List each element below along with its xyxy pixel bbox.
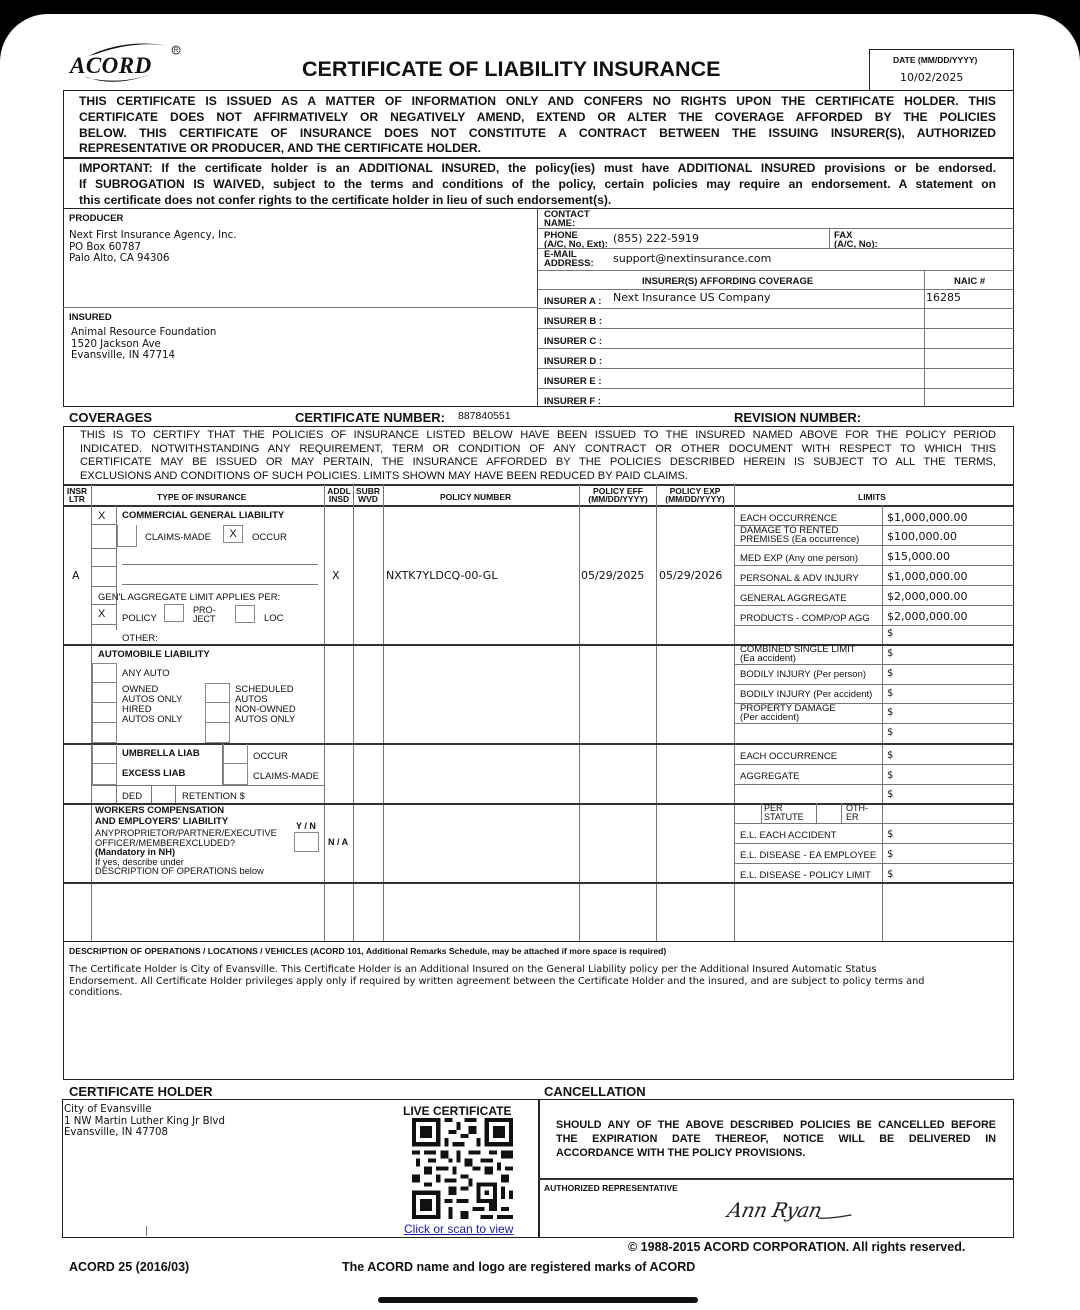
signature: Ann Ryan <box>725 1198 824 1222</box>
non-owned-autos-label: NON-OWNED AUTOS ONLY <box>235 704 296 725</box>
umbrella-limit-label: EACH OCCURRENCE <box>740 751 838 762</box>
naic-header: NAIC # <box>954 276 986 287</box>
loc-label: LOC <box>264 613 284 624</box>
important-line: this certificate does not confer rights to the certificate holder in lieu of such endorsement(s). <box>79 192 612 207</box>
workers-limit-label: E.L. DISEASE - EA EMPLOYEE <box>740 850 877 861</box>
disclaimer-line: BELOW. THIS CERTIFICATE OF INSURANCE DOES NOT CONSTITUTE A CONTRACT BETWEEN THE ISSUING INSURER(S), AUTHORIZED <box>79 125 996 140</box>
gl-limit-label: MED EXP (Any one person) <box>740 553 859 564</box>
description-text <box>69 964 1009 999</box>
coverages-label: COVERAGES <box>69 410 153 425</box>
any-auto-checkbox[interactable] <box>92 663 117 683</box>
umbrella-checkbox[interactable] <box>92 744 117 764</box>
scheduled-autos-label: SCHEDULED AUTOS <box>235 684 294 705</box>
phone-label: PHONE (A/C, No, Ext): <box>544 230 608 250</box>
col-type: TYPE OF INSURANCE <box>157 492 247 502</box>
policy-label: POLICY <box>122 613 157 624</box>
policy-check-mark[interactable]: X <box>98 608 106 620</box>
disclaimer-line: REPRESENTATIVE OR PRODUCER, AND THE CERTIFICATE HOLDER. <box>79 141 482 156</box>
important-line: IMPORTANT: If the certificate holder is an ADDITIONAL INSURED, the policy(ies) must have ADDITIONAL INSURED provisions or be endorsed. <box>79 161 996 175</box>
insured-line: 1520 Jackson Ave <box>71 338 161 350</box>
auto-limit-value: $ <box>887 648 894 659</box>
gl-policy-eff: 05/29/2025 <box>581 569 645 582</box>
date-value: 10/02/2025 <box>900 71 964 84</box>
ded-label: DED <box>122 791 143 802</box>
date-label: DATE (MM/DD/YYYY) <box>893 55 978 65</box>
auto-limit-label: PROPERTY DAMAGE (Per accident) <box>740 703 836 723</box>
phone-value: (855) 222-5919 <box>613 232 700 245</box>
certificate-holder-address <box>64 1104 225 1139</box>
occur-check-mark: X <box>229 528 237 540</box>
cancellation-line: ACCORDANCE WITH THE POLICY PROVISIONS. <box>556 1147 806 1159</box>
page-title: CERTIFICATE OF LIABILITY INSURANCE <box>302 57 721 81</box>
certify-line: EXCLUSIONS AND CONDITIONS OF SUCH POLICIES. LIMITS SHOWN MAY HAVE BEEN REDUCED BY PAID CLAIMS. <box>80 469 689 482</box>
certify-line: THIS IS TO CERTIFY THAT THE POLICIES OF INSURANCE LISTED BELOW HAVE BEEN ISSUED TO THE INSURED NAMED ABOVE FOR THE POLICY PERIOD <box>80 429 996 441</box>
auto-title: AUTOMOBILE LIABILITY <box>98 649 210 660</box>
non-owned-autos-checkbox[interactable] <box>205 703 230 723</box>
insurer-a-naic: 16285 <box>926 291 961 304</box>
yn-label: Y / N <box>296 821 316 831</box>
email-label: E-MAIL ADDRESS: <box>544 249 594 269</box>
gl-addl-insd: X <box>332 569 340 582</box>
certify-line: CERTIFICATE MAY BE ISSUED OR MAY PERTAIN, THE INSURANCE AFFORDED BY THE POLICIES DESCRIBED HEREIN IS SUBJECT TO ALL THE TERMS, <box>80 456 996 469</box>
auto-limit-value: $ <box>887 707 894 718</box>
gl-limit-label: EACH OCCURRENCE <box>740 513 838 524</box>
certificate-holder-label: CERTIFICATE HOLDER <box>69 1084 213 1099</box>
insurer-c-label: INSURER C : <box>544 336 603 347</box>
producer-label: PRODUCER <box>69 213 124 224</box>
fax-label: FAX (A/C, No): <box>834 230 878 250</box>
form-id: ACORD 25 (2016/03) <box>69 1260 190 1274</box>
gl-limit-label: PRODUCTS - COMP/OP AGG <box>740 613 870 624</box>
auto-extra-checkbox-2[interactable] <box>205 723 230 743</box>
excess-label: EXCESS LIAB <box>122 768 186 779</box>
workers-limit-label: E.L. DISEASE - POLICY LIMIT <box>740 870 871 881</box>
gl-limit-value: $2,000,000.00 <box>887 590 968 603</box>
umbrella-occur-checkbox[interactable] <box>223 744 248 764</box>
col-addl-insd: ADDL INSD <box>327 486 351 504</box>
important-line: If SUBROGATION IS WAIVED, subject to the terms and conditions of the policy, certain policies may require an endorsement. A statement on <box>79 176 996 191</box>
col-policy-eff: POLICY EFF (MM/DD/YYYY) <box>588 486 648 504</box>
insurer-f-label: INSURER F : <box>544 396 601 407</box>
claims-made-checkbox[interactable] <box>117 525 137 547</box>
description-line: Endorsement. All Certificate Holder privileges apply only if required by written agreement between the Certificate Holder and the insured, and are subject to policy terms and <box>69 975 925 987</box>
workers-limit-value: $ <box>887 829 894 840</box>
insurer-a-label: INSURER A : <box>544 296 602 307</box>
home-indicator[interactable] <box>378 1297 698 1303</box>
umbrella-limit-label: AGGREGATE <box>740 771 800 782</box>
workers-limit-label: E.L. EACH ACCIDENT <box>740 830 837 841</box>
insurer-d-label: INSURER D : <box>544 356 603 367</box>
insured-address <box>71 327 216 362</box>
important-text <box>79 161 996 208</box>
per-statute-label: PER STATUTE <box>764 803 804 822</box>
umbrella-limit-value: $ <box>887 750 894 761</box>
producer-line: Next First Insurance Agency, Inc. <box>69 230 237 241</box>
auto-limit-label: BODILY INJURY (Per person) <box>740 669 867 680</box>
revision-number-label: REVISION NUMBER: <box>734 410 862 425</box>
gl-insr-ltr: A <box>72 569 80 582</box>
copyright: © 1988-2015 ACORD CORPORATION. All rights reserved. <box>628 1240 966 1254</box>
any-auto-label: ANY AUTO <box>122 668 170 679</box>
occur-checkbox[interactable] <box>223 525 243 543</box>
disclaimer-line: THIS CERTIFICATE IS ISSUED AS A MATTER OF INFORMATION ONLY AND CONFERS NO RIGHTS UPON THE CERTIFICATE HOLDER. THIS <box>79 94 996 108</box>
occur-label: OCCUR <box>252 532 287 543</box>
hired-autos-checkbox[interactable] <box>92 703 117 723</box>
workers-limit-value: $ <box>887 869 894 880</box>
qr-code-icon[interactable] <box>412 1118 513 1219</box>
gl-title: COMMERCIAL GENERAL LIABILITY <box>122 510 285 521</box>
gl-limit-value: $100,000.00 <box>887 530 957 543</box>
trademark-notice: The ACORD name and logo are registered marks of ACORD <box>342 1260 696 1274</box>
workers-title: WORKERS COMPENSATION AND EMPLOYERS' LIABILITY <box>95 805 229 827</box>
acord-logo <box>66 40 186 90</box>
workers-question: ANYPROPRIETOR/PARTNER/EXECUTIVE OFFICER/MEMBEREXCLUDED? (Mandatory in NH) If yes, describe under DESCRIPTION OF OPERATIONS below <box>95 828 277 876</box>
certificate-number-label: CERTIFICATE NUMBER: <box>295 410 445 425</box>
date-box <box>869 49 1014 91</box>
qr-code-graphic <box>412 1118 513 1219</box>
certificate-number: 887840551 <box>458 410 511 422</box>
aggregate-applies-label: GEN'L AGGREGATE LIMIT APPLIES PER: <box>98 592 281 603</box>
col-policy-exp: POLICY EXP (MM/DD/YYYY) <box>665 486 725 504</box>
other-statute-label: OTH- ER <box>846 803 868 822</box>
insurer-a-name: Next Insurance US Company <box>613 291 771 304</box>
auto-limit-label: COMBINED SINGLE LIMIT (Ea accident) <box>740 644 856 664</box>
acord-logo-text: ACORD <box>70 53 152 78</box>
authorized-rep-label: AUTHORIZED REPRESENTATIVE <box>544 1183 678 1193</box>
insured-label: INSURED <box>69 312 112 323</box>
producer-line: PO Box 60787 <box>69 241 141 253</box>
umbrella-limit-value: $ <box>887 789 894 800</box>
holder-line: City of Evansville <box>64 1104 152 1115</box>
cancellation-line: THE EXPIRATION DATE THEREOF, NOTICE WILL BE DELIVERED IN <box>556 1133 996 1145</box>
auto-extra-checkbox[interactable] <box>92 723 117 743</box>
disclaimer-line: CERTIFICATE DOES NOT AFFIRMATIVELY OR NEGATIVELY AMEND, EXTEND OR ALTER THE COVERAGE AFFORDED BY THE POLICIES <box>79 109 996 124</box>
hired-autos-label: HIRED AUTOS ONLY <box>122 704 183 725</box>
holder-line: 1 NW Martin Luther King Jr Blvd <box>64 1115 225 1127</box>
signature-flourish-icon <box>818 1208 852 1216</box>
email-value: support@nextinsurance.com <box>613 252 772 265</box>
scheduled-autos-checkbox[interactable] <box>205 683 230 703</box>
cancellation-label: CANCELLATION <box>544 1084 646 1099</box>
auto-limit-value: $ <box>887 688 894 699</box>
owned-autos-label: OWNED AUTOS ONLY <box>122 684 183 705</box>
claims-made-label: CLAIMS-MADE <box>145 532 211 543</box>
gl-limit-label: PERSONAL & ADV INJURY <box>740 573 859 584</box>
insured-line: Animal Resource Foundation <box>71 327 217 338</box>
umbrella-claims-made-label: CLAIMS-MADE <box>253 771 319 782</box>
svg-text:R: R <box>173 48 179 54</box>
gl-limit-label: DAMAGE TO RENTED PREMISES (Ea occurrence) <box>740 525 860 545</box>
cancellation-line: SHOULD ANY OF THE ABOVE DESCRIBED POLICIES BE CANCELLED BEFORE <box>556 1119 996 1131</box>
contact-name-label: CONTACT NAME: <box>544 209 590 229</box>
owned-autos-checkbox[interactable] <box>92 683 117 703</box>
auto-limit-value: $ <box>887 668 894 679</box>
excess-checkbox[interactable] <box>92 764 117 785</box>
auto-limit-label: BODILY INJURY (Per accident) <box>740 689 873 700</box>
disclaimer-box <box>63 90 1014 159</box>
loc-checkbox[interactable] <box>235 605 255 623</box>
umbrella-label: UMBRELLA LIAB <box>122 748 200 759</box>
col-subr-wvd: SUBR WVD <box>355 486 381 504</box>
cancellation-text <box>556 1118 996 1160</box>
holder-line: Evansville, IN 47708 <box>64 1127 169 1138</box>
description-line: conditions. <box>69 987 123 998</box>
live-certificate-link[interactable]: Click or scan to view <box>404 1222 514 1236</box>
umbrella-limit-value: $ <box>887 770 894 781</box>
producer-line: Palo Alto, CA 94306 <box>69 253 170 264</box>
gl-policy-number: NXTK7YLDCQ-00-GL <box>386 569 498 582</box>
umbrella-occur-label: OCCUR <box>253 751 288 762</box>
gl-limit-label: GENERAL AGGREGATE <box>740 593 847 604</box>
gl-checked-mark: X <box>98 510 106 522</box>
gl-policy-exp: 05/29/2026 <box>659 569 723 582</box>
certify-text <box>80 429 996 483</box>
gl-limit-value: $2,000,000.00 <box>887 610 968 623</box>
description-label: DESCRIPTION OF OPERATIONS / LOCATIONS / VEHICLES (ACORD 101, Additional Remarks Schedule, may be attached if more space is required) <box>69 946 667 956</box>
producer-address <box>69 230 236 265</box>
col-limits: LIMITS <box>858 492 886 502</box>
insured-line: Evansville, IN 47714 <box>71 350 176 361</box>
disclaimer-text <box>79 94 996 157</box>
auto-limit-value: $ <box>887 727 894 738</box>
other-label: OTHER: <box>122 633 158 644</box>
gl-limit-value: $1,000,000.00 <box>887 511 968 524</box>
live-certificate-label: LIVE CERTIFICATE <box>403 1104 512 1118</box>
workers-na: N / A <box>328 837 349 847</box>
project-checkbox[interactable] <box>164 604 184 622</box>
certify-line: INDICATED. NOTWITHSTANDING ANY REQUIREMENT, TERM OR CONDITION OF ANY CONTRACT OR OTHER DOCUMENT WITH RESPECT TO WHICH THIS <box>80 442 996 455</box>
workers-limit-value: $ <box>887 849 894 860</box>
col-policy-number: POLICY NUMBER <box>440 492 512 502</box>
insurer-e-label: INSURER E : <box>544 376 602 387</box>
retention-label: RETENTION $ <box>182 791 245 802</box>
proprietor-excluded-checkbox[interactable] <box>294 832 319 852</box>
insurers-header: INSURER(S) AFFORDING COVERAGE <box>642 276 814 287</box>
gl-limit-value: $1,000,000.00 <box>887 570 968 583</box>
gl-limit-value: $ <box>887 628 894 639</box>
description-box <box>63 941 1014 1080</box>
umbrella-claims-made-checkbox[interactable] <box>223 764 248 785</box>
insurer-b-label: INSURER B : <box>544 316 603 327</box>
important-box <box>63 157 1014 209</box>
description-line: The Certificate Holder is City of Evansville. This Certificate Holder is an Additional Insured on the General Liability policy per the Additional Insured Automatic Status <box>69 964 877 975</box>
project-label: PRO- JECT <box>193 605 216 624</box>
gl-limit-value: $15,000.00 <box>887 550 950 563</box>
col-insr-ltr: INSR LTR <box>66 486 88 504</box>
